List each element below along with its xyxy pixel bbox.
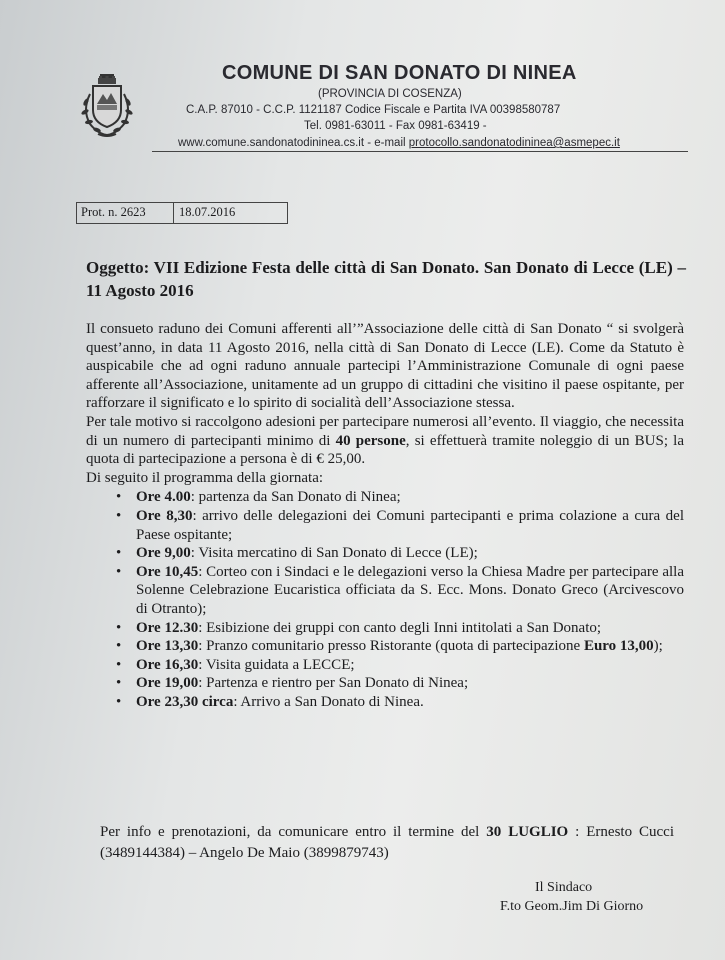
program-item	[136, 488, 684, 507]
program-text: : Corteo con i Sindaci e le delegazioni verso la Chiesa Madre per partecipare alla Solenne Celebrazione Eucaristica officiata da S. Ecc. Mons. Donato Greco (Arcivescovo di Otranto);	[136, 563, 684, 617]
signatory-role: Il Sindaco	[535, 880, 593, 895]
program-text: : Partenza e rientro per San Donato di Ninea;	[198, 675, 469, 692]
email-link[interactable]: protocollo.sandonatodininea@asmepec.it	[408, 137, 620, 149]
province-line: (PROVINCIA DI COSENZA)	[318, 88, 462, 100]
municipality-title: COMUNE DI SAN DONATO DI NINEA	[222, 62, 577, 84]
protocol-date: 18.07.2016	[179, 205, 236, 219]
program-text-tail: );	[653, 638, 663, 655]
program-time: Ore 9,00	[136, 545, 191, 562]
program-time: Ore 4.00	[136, 489, 191, 506]
participation-paragraph	[86, 413, 684, 469]
program-time: Ore 10,45	[136, 563, 199, 580]
program-text: : arrivo delle delegazioni dei Comuni partecipanti e prima colazione a cura del Paese ospitante;	[136, 507, 685, 543]
protocol-box	[76, 202, 288, 224]
intro-paragraph: Il consueto raduno dei Comuni afferenti all’”Associazione delle città di San Donato “ si svolgerà quest’anno, in data 11 Agosto 2016, nella città di San Donato di Lecce (LE). Come da Statuto è auspicabile che ad ogni raduno annuale partecipi l’Amministrazione Comunale di ogni paese afferente all’Associazione, unitamente ad un gruppo di cittadini che visitino il paese ospitante, per rafforzare il significato e lo spirito di socialità dell’Associazione stessa.	[86, 321, 684, 412]
letter-body	[86, 320, 684, 711]
contact-text-b: : Ernesto Cucci (3489144384) – Angelo De Maio (3899879743)	[100, 824, 675, 861]
program-text: : Esibizione dei gruppi con canto degli Inni intitolati a San Donato;	[198, 619, 602, 636]
program-time: Ore 13,30	[136, 638, 199, 655]
program-item	[136, 693, 684, 712]
program-time: Ore 16,30	[136, 656, 199, 673]
subject-line: Oggetto: VII Edizione Festa delle città di San Donato. San Donato di Lecce (LE) – 11 Agosto 2016	[86, 258, 686, 300]
program-item	[136, 656, 684, 675]
postal-fiscal-line: C.A.P. 87010 - C.C.P. 1121187 Codice Fiscale e Partita IVA 00398580787	[186, 104, 561, 116]
phone-fax-line: Tel. 0981-63011 - Fax 0981-63419 -	[304, 120, 487, 132]
program-item	[136, 563, 684, 619]
program-item	[136, 637, 684, 656]
municipal-coat-of-arms-icon	[76, 72, 138, 140]
program-time: Ore 19,00	[136, 675, 199, 692]
program-time: Ore 23,30 circa	[136, 693, 234, 710]
contact-text-a: Per info e prenotazioni, da comunicare entro il termine del	[100, 824, 487, 840]
lunch-price: Euro 13,00	[583, 638, 654, 655]
program-item	[136, 619, 684, 638]
program-text: : partenza da San Donato di Ninea;	[190, 489, 401, 506]
program-list	[86, 488, 684, 711]
program-time: Ore 8,30	[136, 507, 193, 524]
program-item	[136, 507, 684, 544]
program-intro: Di seguito il programma della giornata:	[86, 469, 324, 486]
participation-text-b: , si effettuerà tramite noleggio di un BUS; la quota di partecipazione a persona è di € 25,00.	[86, 432, 685, 468]
deadline: 30 LUGLIO	[486, 824, 569, 840]
minimum-participants: 40 persone	[335, 432, 406, 449]
program-item	[136, 544, 684, 563]
website-text: www.comune.sandonatodininea.cs.it - e-mail	[178, 137, 409, 149]
program-text: : Pranzo comunitario presso Ristorante (quota di partecipazione	[198, 638, 584, 655]
contact-info	[100, 822, 674, 864]
signatory-name: F.to Geom.Jim Di Giorno	[500, 899, 644, 914]
program-text: : Arrivo a San Donato di Ninea.	[233, 693, 424, 710]
program-item	[136, 674, 684, 693]
participation-text-a: Per tale motivo si raccolgono adesioni per partecipare numerosi all’evento. Il viaggio, che necessita di un numero di partecipanti minimo di	[86, 413, 684, 449]
web-email-line	[178, 137, 620, 149]
protocol-number: Prot. n. 2623	[77, 203, 174, 223]
header-divider	[152, 151, 688, 152]
program-time: Ore 12.30	[136, 619, 199, 636]
program-text: : Visita mercatino di San Donato di Lecce (LE);	[190, 545, 478, 562]
program-text: : Visita guidata a LECCE;	[198, 656, 355, 673]
